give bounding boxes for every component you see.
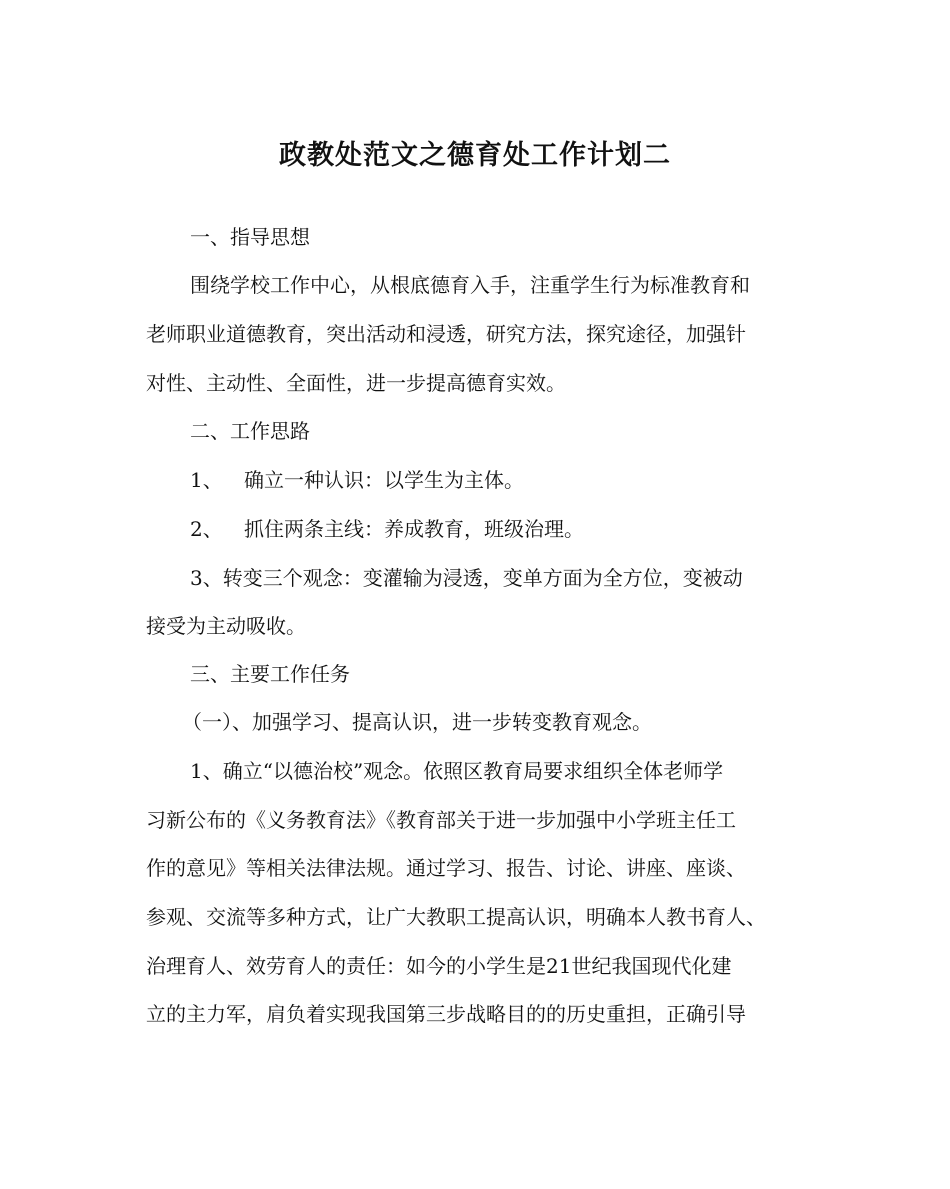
section-heading-2: 二、工作思路	[190, 419, 310, 443]
paragraph-line: 对性、主动性、全面性，进一步提高德育实效。	[146, 371, 566, 395]
paragraph-line: 治理育人、效劳育人的责任：如今的小学生是21世纪我国现代化建	[146, 954, 732, 978]
list-number: 1、	[190, 468, 223, 492]
list-text: 抓住两条主线：养成教育，班级治理。	[244, 517, 584, 541]
section-heading-1: 一、指导思想	[190, 225, 310, 249]
paragraph-line: 老师职业道德教育，突出活动和浸透，研究方法，探究途径，加强针	[146, 322, 746, 346]
document-title: 政教处范文之德育处工作计划二	[279, 140, 671, 171]
paragraph-line: 立的主力军，肩负着实现我国第三步战略目的的历史重担，正确引导	[146, 1002, 746, 1026]
list-number: 2、	[190, 517, 223, 541]
list-text: 确立一种认识：以学生为主体。	[244, 468, 524, 492]
paragraph-line: 3、转变三个观念：变灌输为浸透，变单方面为全方位，变被动	[190, 566, 743, 590]
paragraph-line: 围绕学校工作中心，从根底德育入手，注重学生行为标准教育和	[190, 273, 750, 297]
list-item	[190, 514, 584, 544]
paragraph-line: 1、确立“以德治校”观念。依照区教育局要求组织全体老师学	[190, 759, 724, 783]
paragraph-line: 作的意见》等相关法律法规。通过学习、报告、讨论、讲座、座谈、	[146, 856, 746, 880]
paragraph-line: 习新公布的《义务教育法》《教育部关于进一步加强中小学班主任工	[146, 808, 736, 832]
list-item	[190, 465, 524, 495]
paragraph-line: 接受为主动吸收。	[146, 614, 306, 638]
section-heading-3: 三、主要工作任务	[190, 662, 350, 686]
subsection-heading: （一）、加强学习、提高认识，进一步转变教育观念。	[182, 710, 652, 734]
paragraph-line: 参观、交流等多种方式，让广大教职工提高认识，明确本人教书育人、	[146, 905, 766, 929]
